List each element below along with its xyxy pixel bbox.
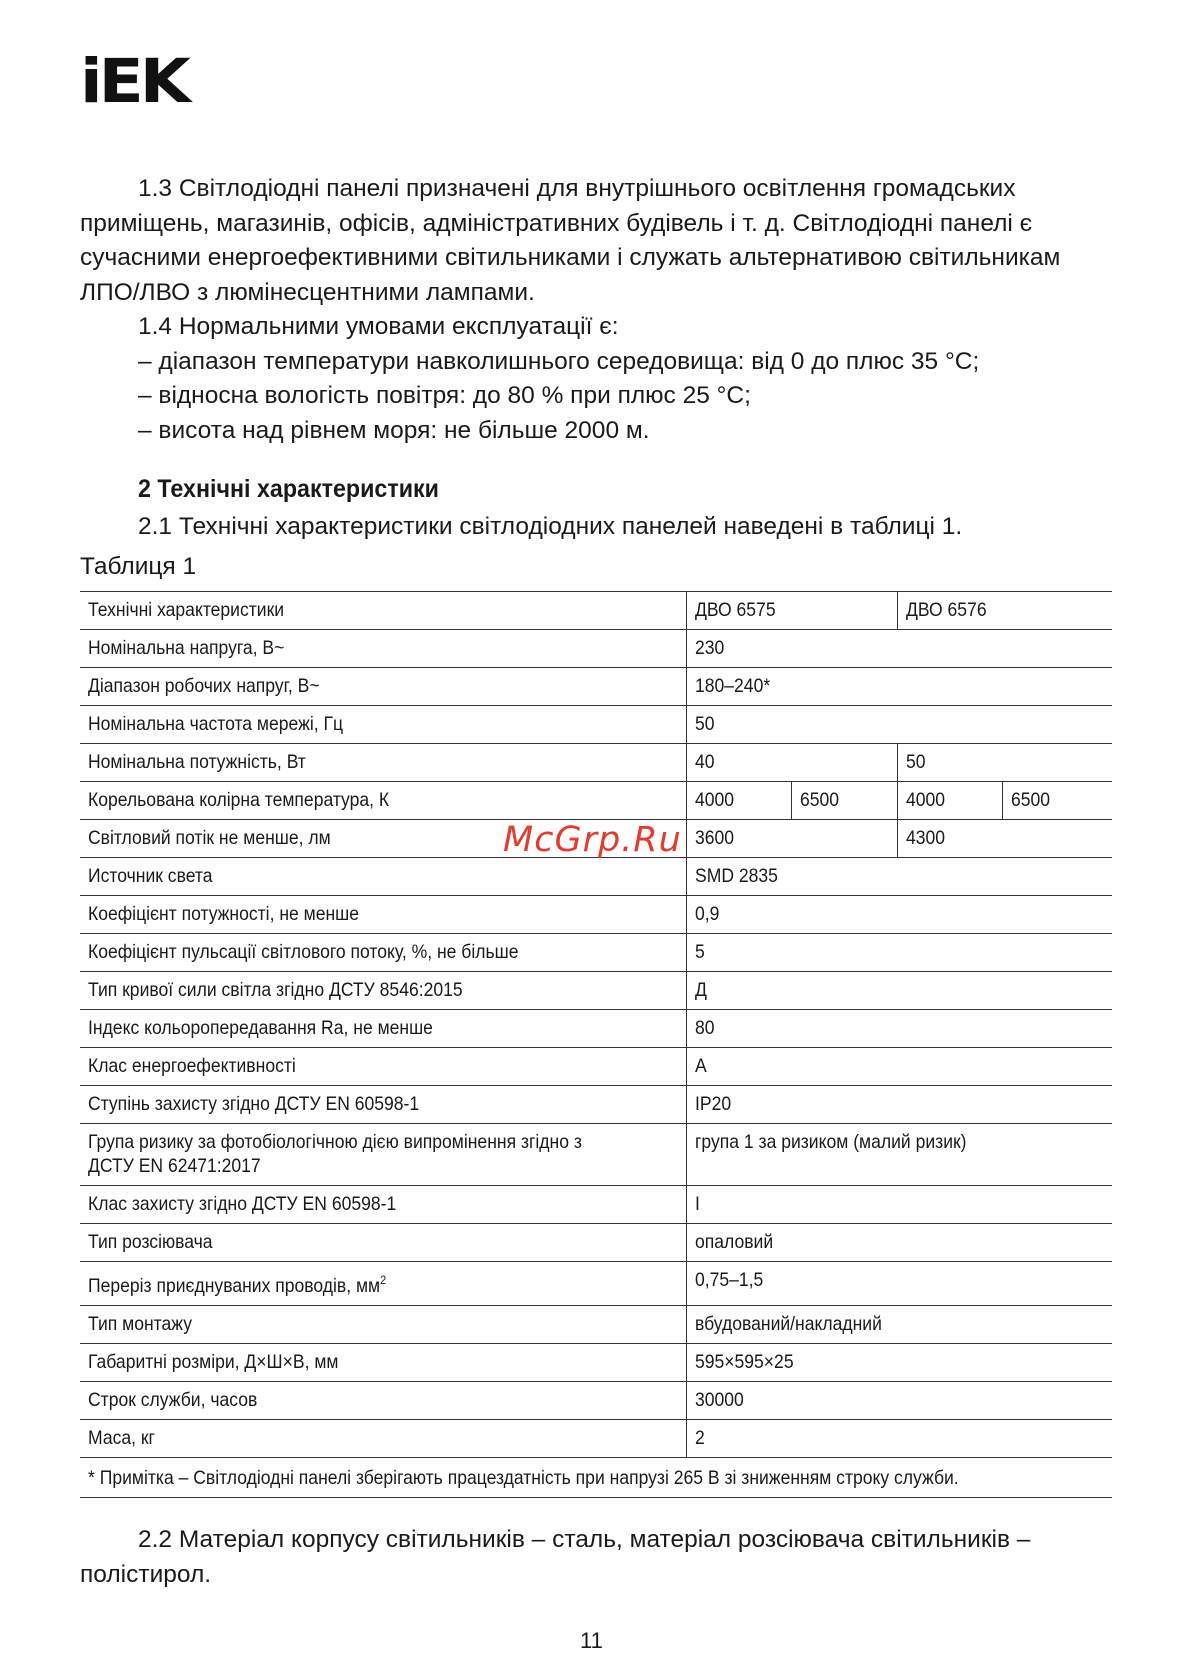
row-value: 5: [695, 941, 705, 963]
row-value: група 1 за ризиком (малий ризик): [695, 1131, 967, 1153]
row-label: Тип розсіювача: [88, 1231, 213, 1253]
row-label: Індекс кольоропередавання Ra, не менше: [88, 1017, 433, 1039]
row-value: 0,9: [695, 903, 720, 925]
row-value: 595×595×25: [695, 1351, 794, 1373]
superscript: 2: [380, 1273, 387, 1287]
condition-humidity: – відносна вологість повітря: до 80 % при плюс 25 °С;: [138, 382, 751, 409]
row-value: опаловий: [695, 1231, 774, 1253]
row-label: Тип кривої сили світла згідно ДСТУ 8546:2015: [88, 979, 463, 1001]
table-row: [80, 744, 1112, 782]
table-row: [80, 1086, 1112, 1124]
row-value: 180–240*: [695, 675, 771, 697]
paragraph-1-4: 1.4 Нормальними умовами експлуатації є:: [138, 313, 619, 340]
row-label: Номінальна частота мережі, Гц: [88, 713, 344, 735]
table-row: [80, 668, 1112, 706]
header-characteristics: Технічні характеристики: [88, 599, 285, 621]
row-label: Строк служби, часов: [88, 1389, 258, 1411]
row-label: Клас енергоефективності: [88, 1055, 296, 1077]
table-row: [80, 1124, 1112, 1186]
row-label: Тип монтажу: [88, 1313, 192, 1335]
table-row: [80, 1344, 1112, 1382]
table-row: [80, 1306, 1112, 1344]
condition-temperature: – діапазон температури навколишнього середовища: від 0 до плюс 35 °С;: [138, 347, 980, 375]
paragraph-2-1: 2.1 Технічні характеристики світлодіодних панелей наведені в таблиці 1.: [138, 513, 963, 540]
section-title: 2 Технічні характеристики: [138, 475, 439, 503]
row-value: 2: [695, 1427, 705, 1449]
row-label: Діапазон робочих напруг, В~: [88, 675, 320, 697]
row-label: Клас захисту згідно ДСТУ EN 60598-1: [88, 1193, 397, 1215]
row-label: Ступінь захисту згідно ДСТУ EN 60598-1: [88, 1093, 420, 1115]
row-label: Корельована колірна температура, К: [88, 789, 390, 811]
temp-value: 6500: [800, 789, 840, 811]
paragraph-2-2-text: 2.2 Матеріал корпусу світильників – сталь, матеріал розсіювача світильників – полістирол.: [80, 1526, 1031, 1588]
table-caption: Таблиця 1: [80, 553, 197, 580]
row-value-6576: 4300: [905, 827, 945, 849]
table-row: [80, 858, 1112, 896]
row-label: Коефіцієнт пульсації світлового потоку, %, не більше: [88, 941, 519, 963]
paragraph-2-2: [80, 1523, 1120, 1592]
row-label: Світловий потік не менше, лм: [88, 827, 331, 849]
table-row: [80, 1420, 1112, 1458]
table-row: [80, 972, 1112, 1010]
table-row: [80, 1186, 1112, 1224]
table-note-row: [80, 1458, 1112, 1498]
table-row: [80, 934, 1112, 972]
row-value-6575: 40: [695, 751, 715, 773]
row-label: Коефіцієнт потужності, не менше: [88, 903, 360, 925]
iek-logo: iEK: [80, 46, 187, 117]
row-label: Група ризику за фотобіологічною дією випромінення згідно з ДСТУ EN 62471:2017: [88, 1131, 582, 1177]
table-row: [80, 630, 1112, 668]
temp-value: 6500: [1011, 789, 1051, 811]
table-header-row: [80, 592, 1112, 630]
table-row: [80, 1010, 1112, 1048]
row-label: Габаритні розміри, Д×Ш×В, мм: [88, 1351, 339, 1373]
table-row: [80, 1224, 1112, 1262]
row-value: I: [695, 1193, 700, 1215]
watermark: McGrp.Ru: [503, 820, 682, 860]
intro-block: [80, 172, 1120, 448]
row-label: Маса, кг: [88, 1427, 155, 1449]
table-row: [80, 1382, 1112, 1420]
table-row: [80, 896, 1112, 934]
row-value: 0,75–1,5: [695, 1269, 764, 1291]
header-dvo-6576: ДВО 6576: [905, 599, 987, 621]
row-value: 230: [695, 637, 725, 659]
paragraph-1-3: 1.3 Світлодіодні панелі призначені для внутрішнього освітлення громадських приміщень, магазинів, офісів, адміністративних будівель і т. д. Світлодіодні панелі є сучасними енергоефективними світильниками і служать альтернативою світильникам ЛПО/ЛВО з люмінесцентними лампами.: [80, 175, 1061, 306]
table-note: * Примітка – Світлодіодні панелі зберігають працездатність при напрузі 265 В зі зниженням строку служби.: [88, 1467, 959, 1489]
row-label: Номінальна напруга, В~: [88, 637, 285, 659]
temp-value: 4000: [905, 789, 945, 811]
condition-altitude: – висота над рівнем моря: не більше 2000 м.: [138, 416, 650, 444]
table-row: [80, 1262, 1112, 1306]
row-value: 30000: [695, 1389, 744, 1411]
row-value: SMD 2835: [695, 865, 778, 887]
row-value: А: [695, 1055, 707, 1077]
row-value: IP20: [695, 1093, 732, 1115]
row-value: вбудований/накладний: [695, 1313, 882, 1335]
temp-value: 4000: [695, 789, 735, 811]
header-dvo-6575: ДВО 6575: [695, 599, 776, 621]
table-row: [80, 782, 1112, 820]
row-value: 50: [695, 713, 715, 735]
row-value-6575: 3600: [695, 827, 735, 849]
spec-table: [80, 591, 1112, 1498]
row-value-6576: 50: [905, 751, 926, 773]
table-row: [80, 706, 1112, 744]
row-label: Номінальна потужність, Вт: [88, 751, 306, 773]
row-value: 80: [695, 1017, 715, 1039]
row-label: Переріз приєднуваних проводів, $мм^2$: [88, 1273, 387, 1297]
row-value: Д: [695, 979, 707, 1001]
table-row: [80, 1048, 1112, 1086]
row-label: Источник света: [88, 865, 213, 887]
page-number: 11: [580, 1628, 603, 1653]
